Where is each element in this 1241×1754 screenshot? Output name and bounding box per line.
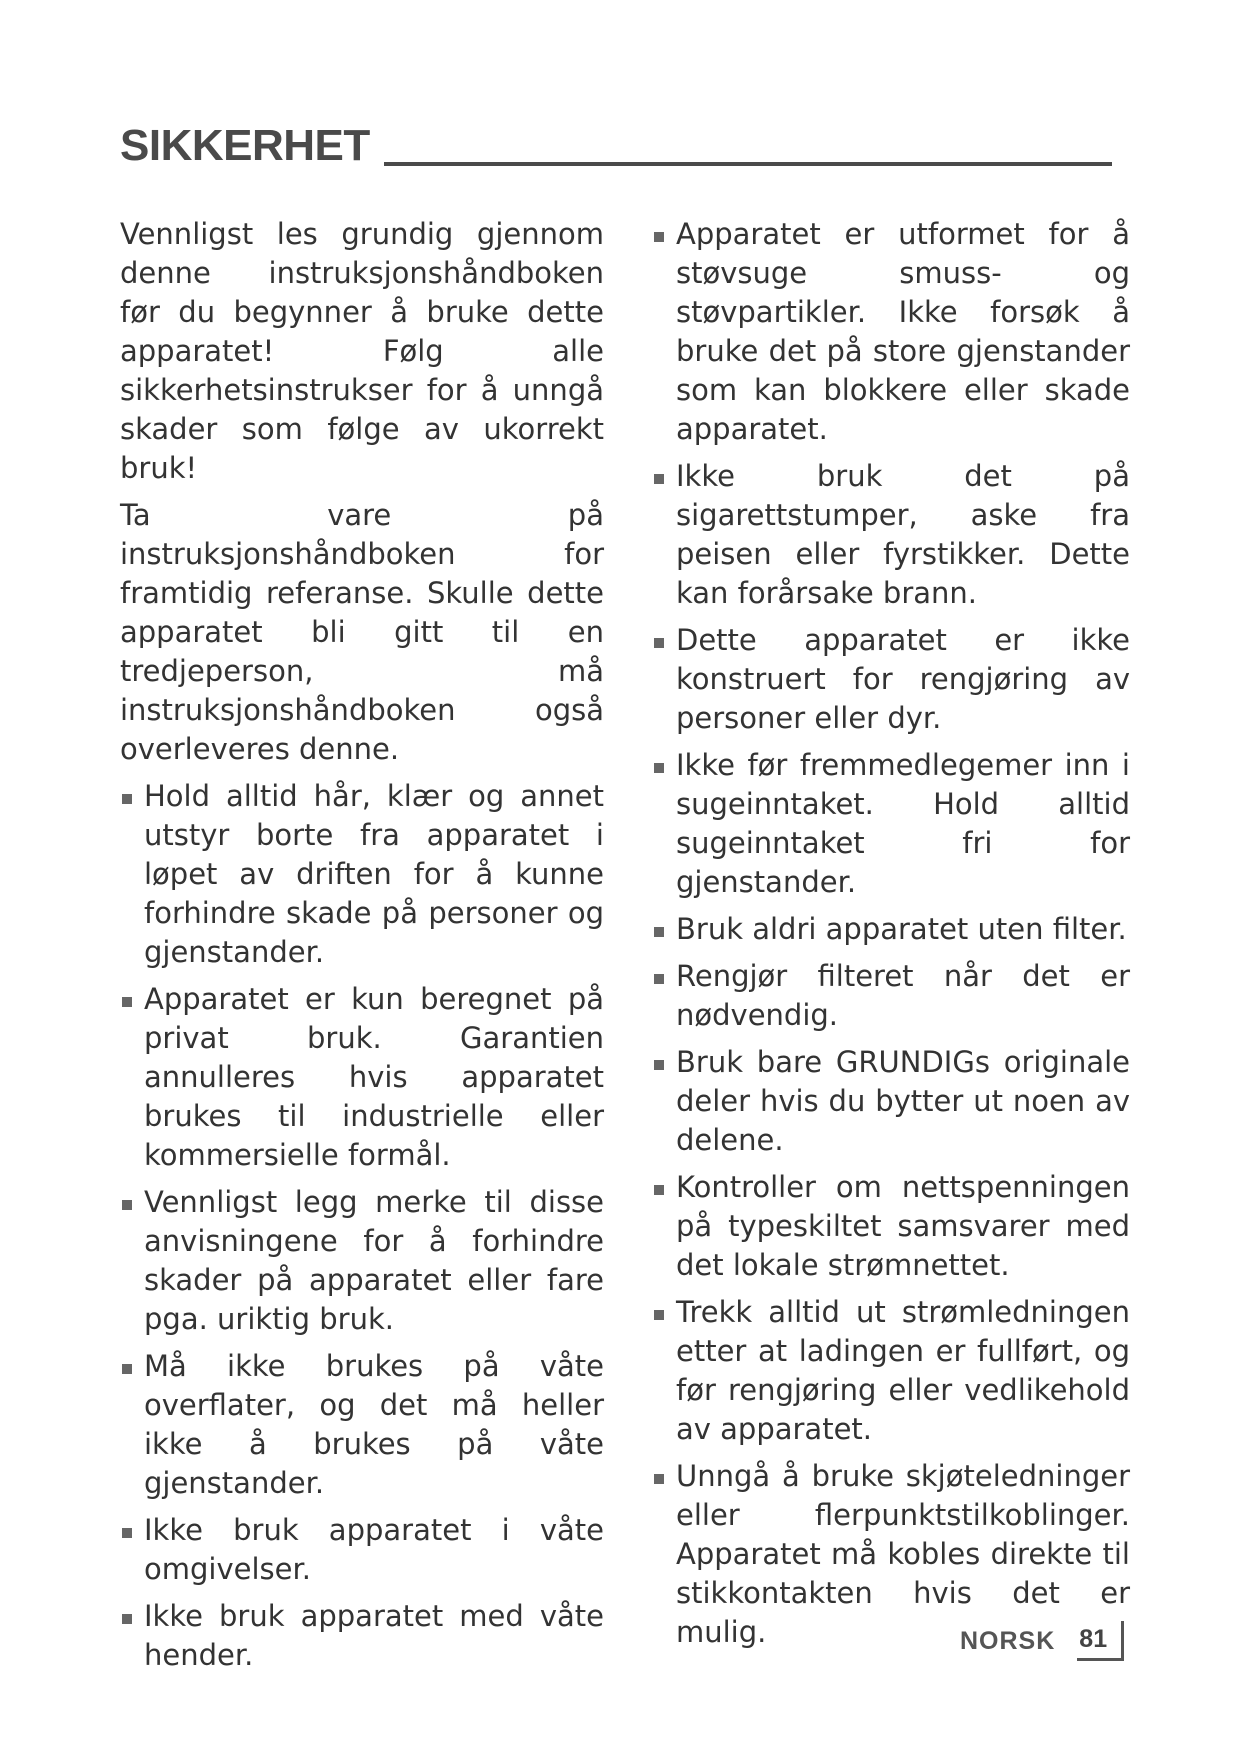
list-item-text: Ikke bruk apparatet med våte hender. xyxy=(144,1599,604,1672)
right-column xyxy=(652,215,1130,1660)
square-bullet-icon xyxy=(654,1474,664,1484)
square-bullet-icon xyxy=(654,474,664,484)
list-item-text: Apparatet er kun beregnet på privat bruk. Garantien annulleres hvis apparatet brukes til industrielle eller kommersielle formål. xyxy=(144,982,604,1172)
square-bullet-icon xyxy=(122,1614,132,1624)
left-column xyxy=(120,215,604,1683)
list-item xyxy=(652,621,1130,738)
list-item-text: Ikke bruk det på sigarettstumper, aske fra peisen eller fyrstikker. Dette kan forårsake brann. xyxy=(676,459,1130,610)
list-item-text: Bruk bare GRUNDIGs originale deler hvis du bytter ut noen av delene. xyxy=(676,1045,1130,1157)
intro-paragraph: Vennligst les grundig gjennom denne instruksjonshåndboken før du begynner å bruke dette apparatet! Følg alle sikkerhetsinstrukser for å unngå skader som følge av ukorrekt bruk! xyxy=(120,217,604,485)
list-item xyxy=(120,777,604,972)
square-bullet-icon xyxy=(122,794,132,804)
list-item-text: Rengjør filteret når det er nødvendig. xyxy=(676,959,1130,1032)
page-footer xyxy=(960,1618,1124,1664)
list-item xyxy=(652,215,1130,449)
list-item-text: Hold alltid hår, klær og annet utstyr borte fra apparatet i løpet av driften for å kunne forhindre skade på personer og gjenstander. xyxy=(144,779,604,969)
list-item xyxy=(120,1597,604,1675)
square-bullet-icon xyxy=(654,232,664,242)
list-item-text: Vennligst legg merke til disse anvisningene for å forhindre skader på apparatet eller fare pga. uriktig bruk. xyxy=(144,1185,604,1336)
square-bullet-icon xyxy=(122,1200,132,1210)
square-bullet-icon xyxy=(654,1185,664,1195)
list-item xyxy=(120,980,604,1175)
square-bullet-icon xyxy=(654,1310,664,1320)
right-bullet-list xyxy=(652,215,1130,1652)
list-item-text: Må ikke brukes på våte overflater, og det må heller ikke å brukes på våte gjenstander. xyxy=(144,1349,604,1500)
list-item-text: Dette apparatet er ikke konstruert for rengjøring av personer eller dyr. xyxy=(676,623,1130,735)
page-title: SIKKERHET xyxy=(120,121,370,170)
page-header xyxy=(120,118,1112,168)
list-item xyxy=(652,910,1130,949)
list-item-text: Kontroller om nettspenningen på typeskiltet samsvarer med det lokale strømnettet. xyxy=(676,1170,1130,1282)
list-item-text: Unngå å bruke skjøteledninger eller flerpunktstilkoblinger. Apparatet må kobles direkte til stikkontakten hvis det er mulig. xyxy=(676,1459,1130,1649)
list-item xyxy=(652,1043,1130,1160)
square-bullet-icon xyxy=(122,997,132,1007)
list-item-text: Ikke bruk apparatet i våte omgivelser. xyxy=(144,1513,604,1586)
list-item-text: Trekk alltid ut strømledningen etter at ladingen er fullført, og før rengjøring eller vedlikehold av apparatet. xyxy=(676,1295,1130,1446)
square-bullet-icon xyxy=(654,1060,664,1070)
square-bullet-icon xyxy=(654,763,664,773)
list-item xyxy=(120,1183,604,1339)
keep-manual-paragraph: Ta vare på instruksjonshåndboken for framtidig referanse. Skulle dette apparatet bli gitt til en tredjeperson, må instruksjonshåndboken også overleveres denne. xyxy=(120,498,604,766)
list-item xyxy=(652,1293,1130,1449)
list-item xyxy=(120,1511,604,1589)
list-item xyxy=(652,1168,1130,1285)
list-item xyxy=(652,746,1130,902)
square-bullet-icon xyxy=(654,638,664,648)
square-bullet-icon xyxy=(122,1528,132,1538)
square-bullet-icon xyxy=(654,927,664,937)
page-number: 81 xyxy=(1077,1621,1124,1661)
list-item xyxy=(652,457,1130,613)
list-item-text: Ikke før fremmedlegemer inn i sugeinntaket. Hold alltid sugeinntaket fri for gjenstander. xyxy=(676,748,1130,899)
square-bullet-icon xyxy=(654,974,664,984)
list-item-text: Apparatet er utformet for å støvsuge smuss- og støvpartikler. Ikke forsøk å bruke det på store gjenstander som kan blokkere eller skade apparatet. xyxy=(676,217,1130,446)
square-bullet-icon xyxy=(122,1364,132,1374)
list-item-text: Bruk aldri apparatet uten filter. xyxy=(676,912,1127,946)
footer-language: NORSK xyxy=(960,1626,1056,1655)
list-item xyxy=(652,957,1130,1035)
left-bullet-list xyxy=(120,777,604,1675)
header-rule xyxy=(384,162,1112,166)
list-item xyxy=(120,1347,604,1503)
